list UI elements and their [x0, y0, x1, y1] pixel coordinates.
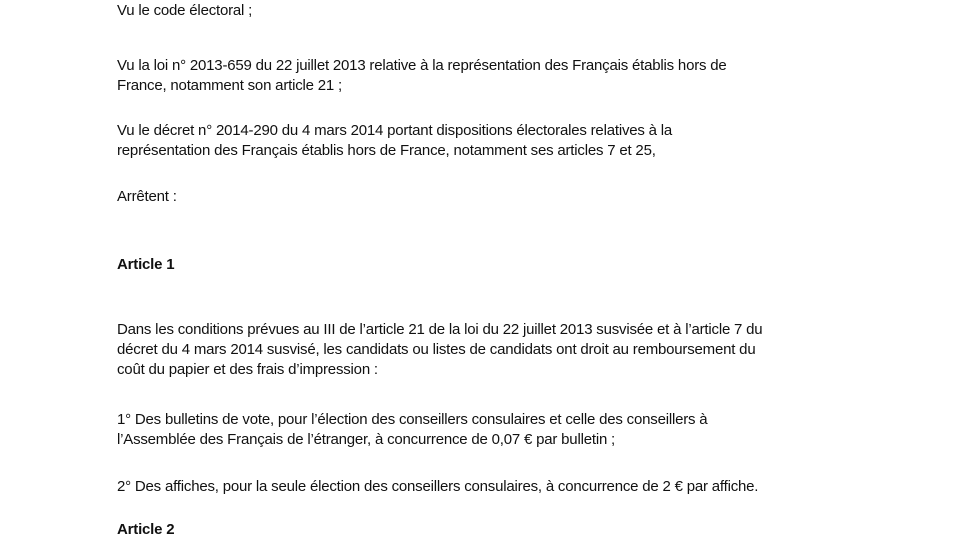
article-1-intro-line-3: coût du papier et des frais d’impression : — [117, 361, 378, 378]
article-1-heading-text: Article 1 — [117, 256, 175, 273]
arretent-line: Arrêtent : — [117, 188, 177, 205]
vu-loi-line-1: Vu la loi n° 2013-659 du 22 juillet 2013 relative à la représentation des Français établis hors de — [117, 57, 727, 74]
vu-loi-paragraph — [117, 56, 877, 96]
article-2-heading-text: Article 2 — [117, 521, 175, 538]
article-1-item-2-paragraph — [117, 477, 877, 497]
article-1-intro-line-1: Dans les conditions prévues au III de l’article 21 de la loi du 22 juillet 2013 susvisée et à l’article 7 du — [117, 321, 763, 338]
article-1-item-1-paragraph — [117, 410, 877, 450]
article-1-heading — [117, 255, 877, 275]
arretent-paragraph — [117, 187, 877, 207]
vu-code-line: Vu le code électoral ; — [117, 2, 253, 19]
vu-code-paragraph — [117, 1, 877, 21]
article-1-item-2-line: 2° Des affiches, pour la seule élection des conseillers consulaires, à concurrence de 2 € par affiche. — [117, 478, 759, 495]
article-1-item-1-line-1: 1° Des bulletins de vote, pour l’élection des conseillers consulaires et celle des conseillers à — [117, 411, 708, 428]
article-1-intro-line-2: décret du 4 mars 2014 susvisé, les candidats ou listes de candidats ont droit au remboursement du — [117, 341, 756, 358]
vu-decret-line-1: Vu le décret n° 2014-290 du 4 mars 2014 portant dispositions électorales relatives à la — [117, 122, 673, 139]
vu-decret-paragraph — [117, 121, 877, 161]
article-1-item-1-line-2: l’Assemblée des Français de l’étranger, à concurrence de 0,07 € par bulletin ; — [117, 431, 616, 448]
article-2-heading — [117, 520, 877, 540]
vu-loi-line-2: France, notamment son article 21 ; — [117, 77, 342, 94]
vu-decret-line-2: représentation des Français établis hors de France, notamment ses articles 7 et 25, — [117, 142, 656, 159]
article-1-intro-paragraph — [117, 320, 877, 380]
